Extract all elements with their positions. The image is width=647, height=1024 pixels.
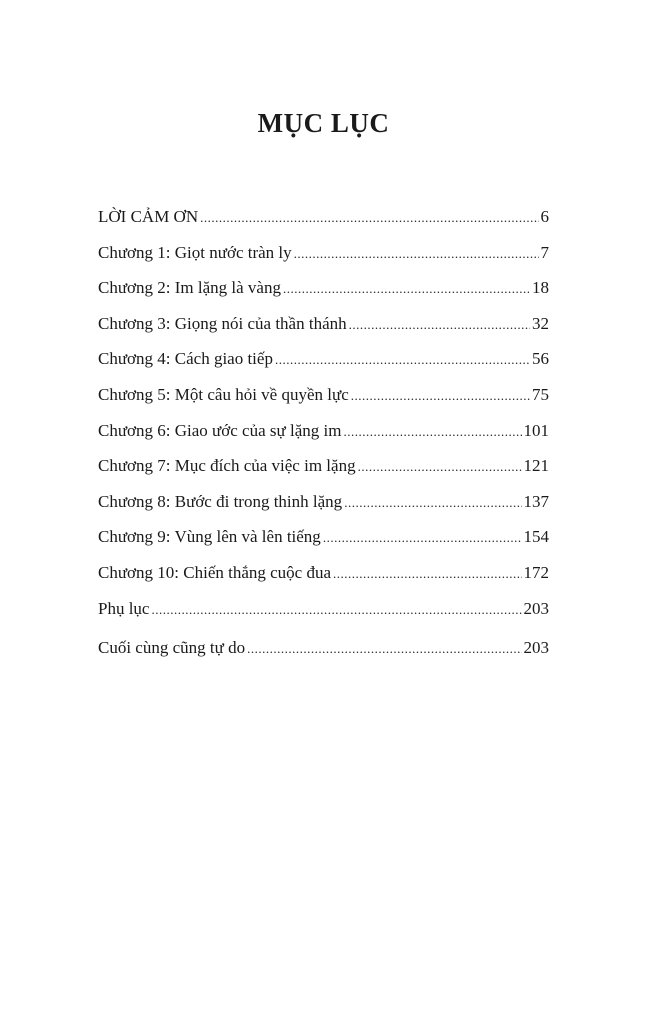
toc-entry-page: 6: [540, 207, 549, 226]
toc-entry-label: Chương 6: Giao ước của sự lặng im: [98, 420, 342, 440]
toc-dot-leader: [151, 602, 521, 618]
toc-entry: [98, 563, 549, 599]
toc-entry: [98, 421, 549, 457]
toc-dot-leader: [283, 281, 530, 297]
toc-entry-page: 172: [523, 562, 549, 582]
toc-dot-leader: [275, 352, 530, 368]
toc-entry-page: 203: [523, 598, 549, 618]
toc-entry: [98, 599, 549, 635]
toc-entry: [98, 385, 549, 421]
toc-entry-page: 137: [523, 491, 549, 511]
toc-entry-label: LỜI CẢM ƠN: [98, 207, 199, 226]
toc-entry-page: 203: [523, 638, 549, 658]
toc-entry-label: Cuối cùng cũng tự do: [98, 638, 246, 658]
toc-entry-label: Chương 7: Mục đích của việc im lặng: [98, 456, 356, 476]
toc-entry-page: 101: [523, 420, 549, 440]
toc-entry-label: Chương 1: Giọt nước tràn ly: [98, 242, 292, 262]
toc-entry: [98, 278, 549, 314]
toc-dot-leader: [351, 388, 530, 404]
toc-dot-leader: [333, 566, 521, 582]
toc-entry-label: Chương 2: Im lặng là vàng: [98, 278, 281, 298]
toc-entry-label: Chương 3: Giọng nói của thần thánh: [98, 313, 347, 333]
toc-entry: [98, 207, 549, 243]
toc-entry-page: 7: [540, 242, 549, 262]
toc-entry-label: Chương 9: Vùng lên và lên tiếng: [98, 527, 321, 547]
toc-dot-leader: [247, 641, 521, 657]
toc-entry: [98, 243, 549, 279]
toc-dot-leader: [200, 210, 538, 226]
toc-entry-label: Chương 4: Cách giao tiếp: [98, 349, 273, 369]
toc-entry: [98, 527, 549, 563]
toc-entry: [98, 314, 549, 350]
toc-entry-page: 121: [523, 456, 549, 476]
toc-entry-page: 56: [532, 349, 549, 369]
toc-entry-page: 18: [532, 278, 549, 298]
toc-entry: [98, 456, 549, 492]
toc-dot-leader: [358, 459, 522, 475]
toc-entry: [98, 492, 549, 528]
page-title: MỤC LỤC: [257, 108, 390, 138]
toc-entry-label: Chương 10: Chiến thắng cuộc đua: [98, 562, 332, 582]
toc-entry: [98, 638, 549, 674]
toc-dot-leader: [323, 530, 522, 546]
toc-dot-leader: [344, 495, 521, 511]
toc-entry: [98, 349, 549, 385]
table-of-contents: [98, 207, 549, 674]
toc-dot-leader: [349, 317, 530, 333]
toc-entry-page: 75: [532, 384, 549, 404]
toc-entry-label: Phụ lục: [98, 598, 150, 618]
toc-dot-leader: [294, 246, 539, 262]
toc-entry-label: Chương 5: Một câu hỏi về quyền lực: [98, 384, 349, 404]
toc-entry-page: 154: [523, 527, 549, 547]
toc-entry-page: 32: [532, 313, 549, 333]
toc-dot-leader: [343, 424, 521, 440]
toc-entry-label: Chương 8: Bước đi trong thinh lặng: [98, 491, 343, 511]
